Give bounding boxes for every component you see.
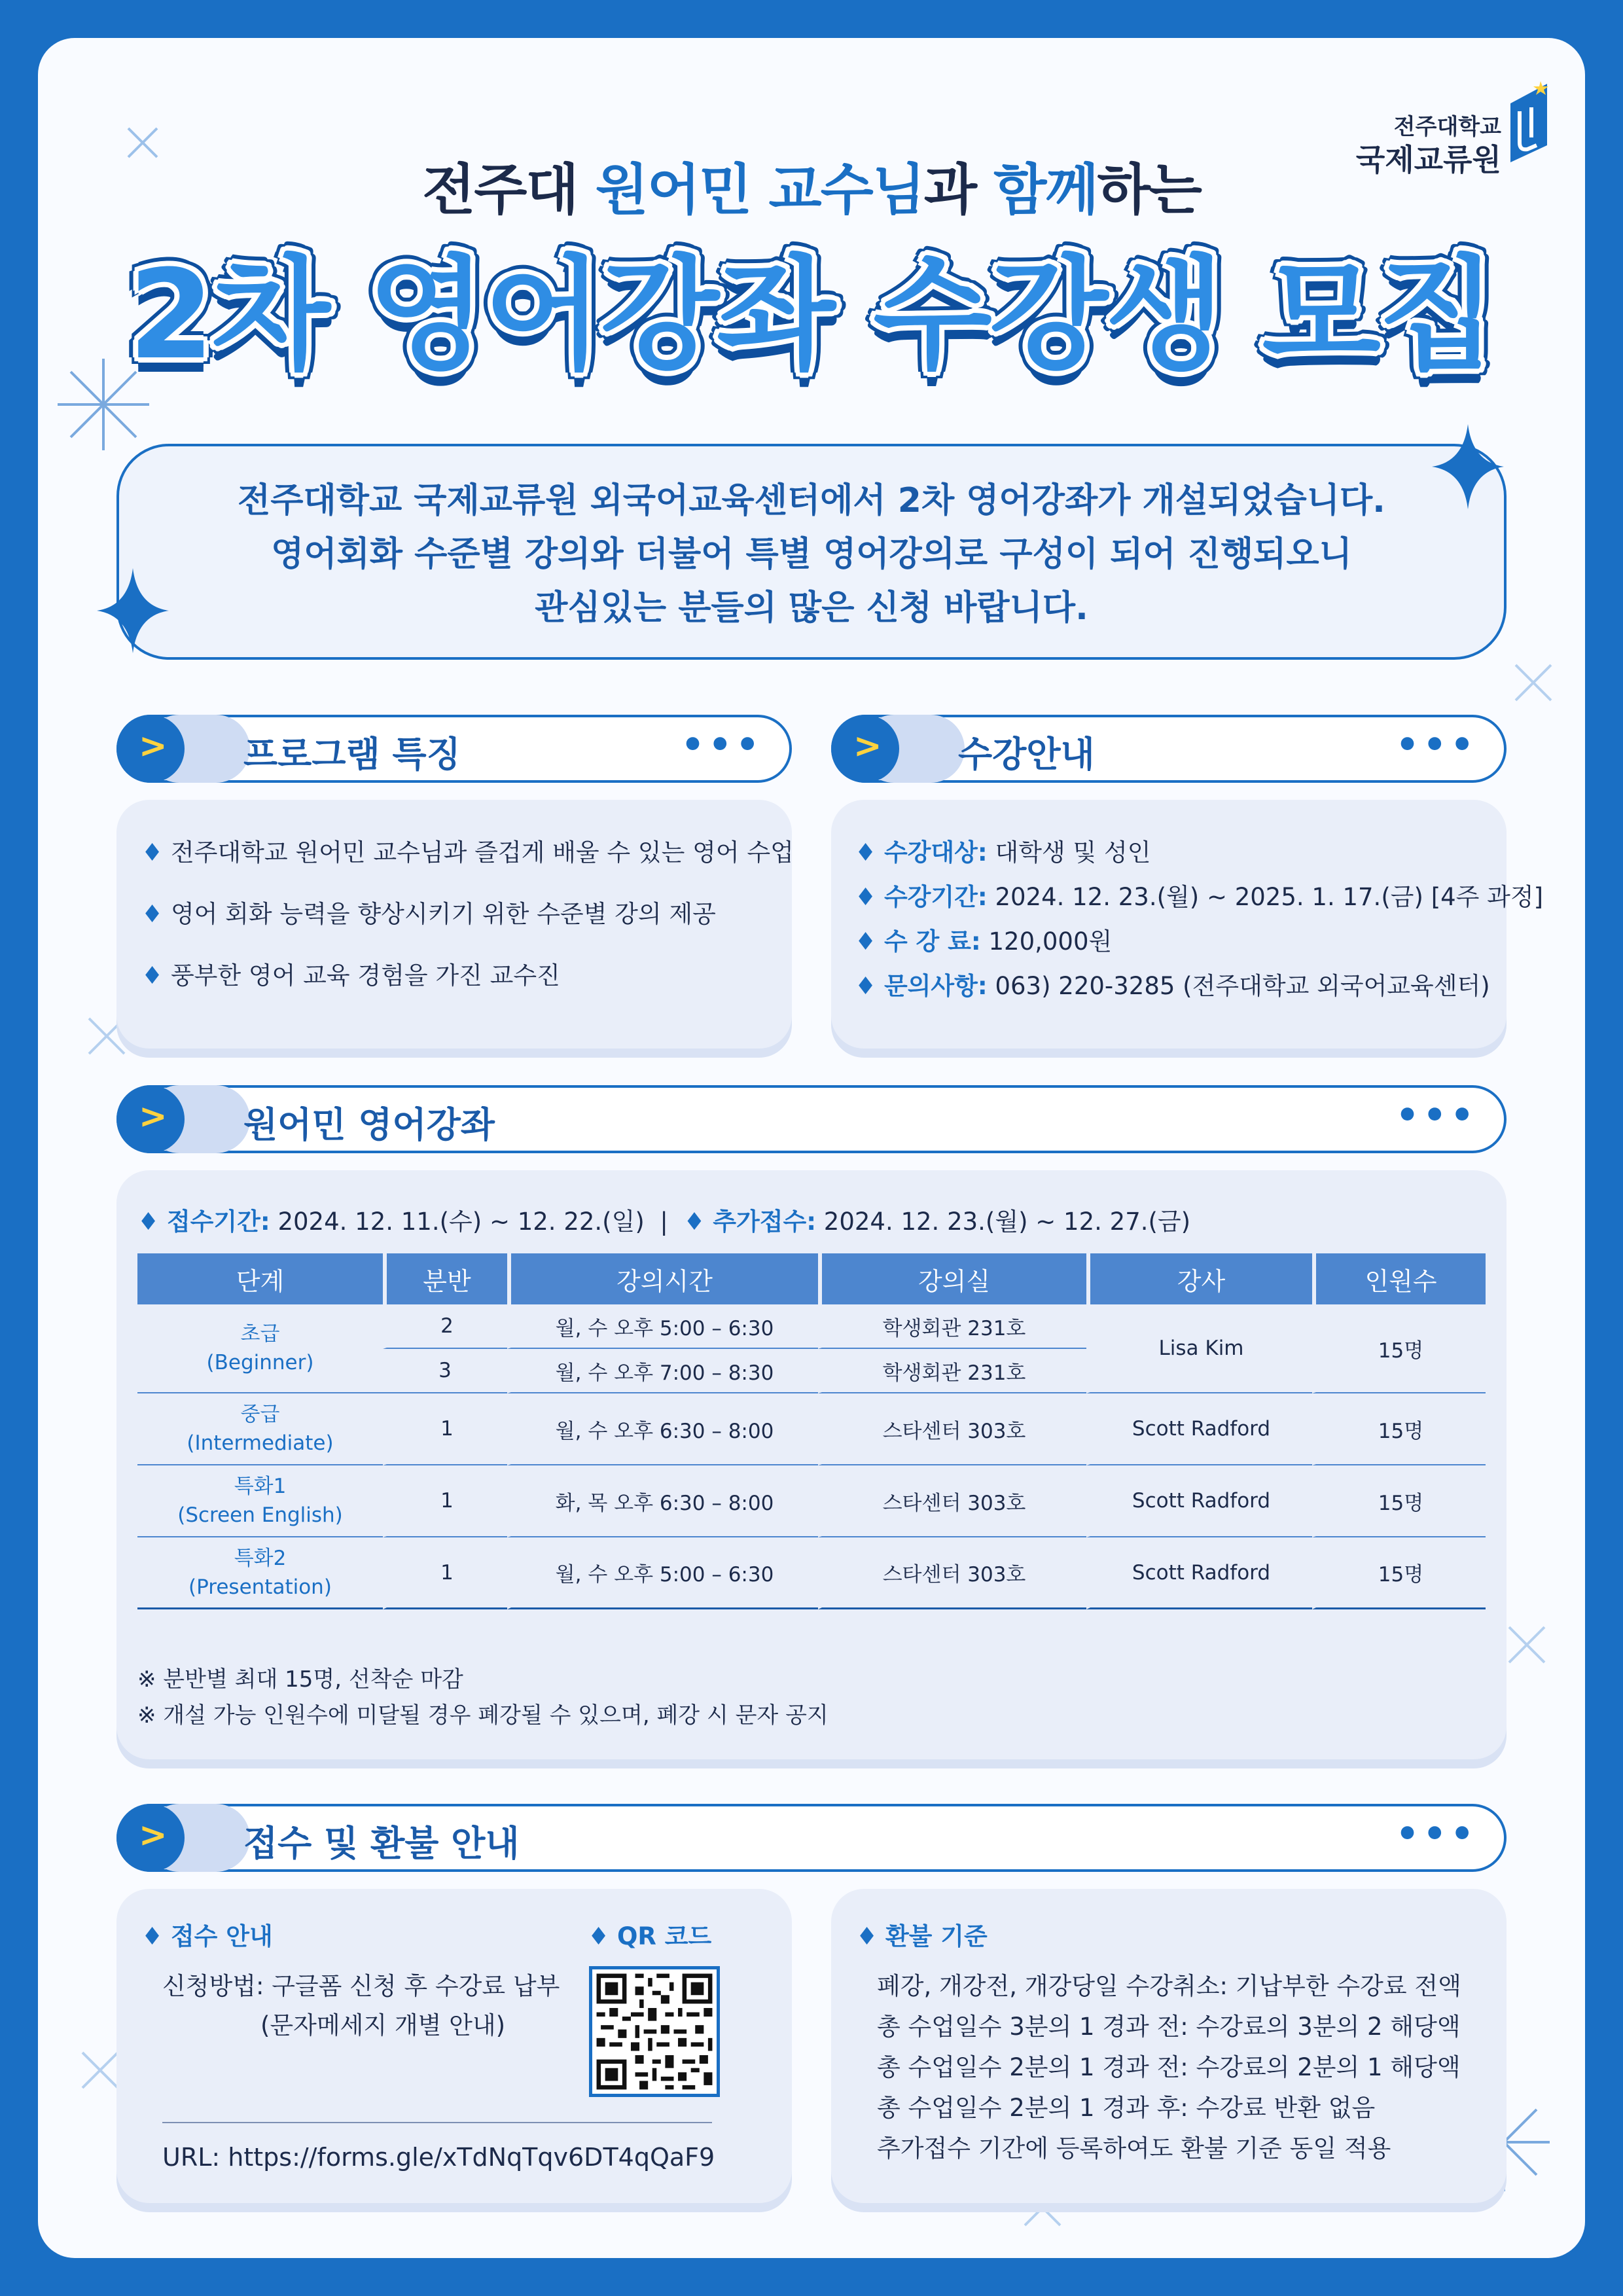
extra-period-label: 추가접수: bbox=[713, 1208, 817, 1236]
subtitle-part: 전주대 bbox=[422, 158, 596, 222]
subtitle-part: 과 bbox=[923, 158, 994, 222]
level-name: 초급 bbox=[240, 1322, 280, 1346]
info-item bbox=[855, 877, 1543, 912]
features-panel bbox=[116, 800, 792, 1049]
more-dots-icon: ••• bbox=[1395, 1813, 1478, 1856]
section-title: 프로그램 특징 bbox=[243, 734, 461, 775]
feature-text: 영어 회화 능력을 향상시키기 위한 수준별 강의 제공 bbox=[170, 900, 716, 928]
refund-panel bbox=[831, 1889, 1507, 2203]
refund-item: 총 수업일수 3분의 1 경과 전: 수강료의 3분의 2 해당액 bbox=[877, 2013, 1461, 2041]
level-cell bbox=[137, 1304, 383, 1393]
period-label: 접수기간: bbox=[166, 1208, 270, 1236]
apply-method-note: (문자메세지 개별 안내) bbox=[260, 2011, 506, 2039]
room-cell: 스타센터 303호 bbox=[818, 1465, 1086, 1537]
apply-method: 신청방법: 구글폼 신청 후 수강료 납부 bbox=[162, 1972, 560, 2000]
period-line bbox=[137, 1202, 1190, 1237]
time-cell: 월, 수 오후 5:00 – 6:30 bbox=[507, 1304, 818, 1349]
sparkle-cross-icon bbox=[1510, 660, 1556, 706]
room-cell: 스타센터 303호 bbox=[818, 1393, 1086, 1465]
table-header-row bbox=[137, 1253, 1486, 1304]
info-item bbox=[855, 966, 1490, 1001]
section-title: 원어민 영어강좌 bbox=[243, 1104, 495, 1145]
level-name-en: (Intermediate) bbox=[187, 1431, 334, 1455]
level-name: 중급 bbox=[240, 1403, 280, 1426]
period-value: 2024. 12. 11.(수) ~ 12. 22.(일) bbox=[270, 1208, 645, 1236]
column-header: 인원수 bbox=[1312, 1253, 1486, 1304]
time-cell: 월, 수 오후 6:30 – 8:00 bbox=[507, 1393, 818, 1465]
subtitle-highlight: 함께 bbox=[993, 158, 1097, 222]
table-row bbox=[137, 1393, 1486, 1465]
time-cell: 월, 수 오후 7:00 – 8:30 bbox=[507, 1349, 818, 1393]
info-value: 2024. 12. 23.(월) ~ 2025. 1. 17.(금) [4주 과정] bbox=[987, 883, 1544, 911]
intro-line: 영어회화 수준별 강의와 더불어 특별 영어강의로 구성이 되어 진행되오니 bbox=[271, 535, 1352, 574]
sparkle-four-point-icon bbox=[1432, 424, 1504, 509]
feature-text: 풍부한 영어 교육 경험을 가진 교수진 bbox=[170, 961, 560, 990]
diamond-icon: ♦ bbox=[588, 1922, 610, 1950]
qr-code-icon bbox=[592, 1969, 717, 2094]
capacity-cell: 15명 bbox=[1312, 1393, 1486, 1465]
room-cell: 학생회관 231호 bbox=[818, 1349, 1086, 1393]
room-cell: 스타센터 303호 bbox=[818, 1537, 1086, 1609]
section-header-registration bbox=[116, 1804, 1507, 1872]
intro-box bbox=[116, 444, 1507, 660]
table-row bbox=[137, 1537, 1486, 1609]
room-cell: 학생회관 231호 bbox=[818, 1304, 1086, 1349]
instructor-cell: Scott Radford bbox=[1086, 1465, 1312, 1537]
feature-text: 전주대학교 원어민 교수님과 즐겁게 배울 수 있는 영어 수업 bbox=[170, 838, 794, 867]
section-title: 수강안내 bbox=[958, 734, 1095, 775]
diamond-icon: ♦ bbox=[141, 961, 164, 990]
feature-item bbox=[141, 956, 560, 991]
section-title: 접수 및 환불 안내 bbox=[243, 1823, 520, 1864]
diamond-icon: ♦ bbox=[855, 927, 877, 956]
subtitle bbox=[38, 146, 1585, 225]
class-cell: 1 bbox=[383, 1537, 507, 1609]
qr-heading bbox=[588, 1916, 711, 1952]
info-value: 063) 220-3285 (전주대학교 외국어교육센터) bbox=[987, 972, 1490, 1000]
diamond-icon: ♦ bbox=[855, 972, 877, 1000]
qr-code[interactable] bbox=[589, 1966, 720, 2097]
class-cell: 2 bbox=[383, 1304, 507, 1349]
sparkle-cross-icon bbox=[1504, 1622, 1550, 1668]
refund-item: 추가접수 기간에 등록하여도 환불 기준 동일 적용 bbox=[877, 2134, 1391, 2162]
diamond-icon: ♦ bbox=[856, 1922, 878, 1950]
class-cell: 1 bbox=[383, 1465, 507, 1537]
extra-period-value: 2024. 12. 23.(월) ~ 12. 27.(금) bbox=[816, 1208, 1191, 1236]
info-value: 120,000원 bbox=[980, 927, 1113, 956]
info-label: 문의사항: bbox=[883, 972, 988, 1000]
form-url-link[interactable]: URL: https://forms.gle/xTdNqTqv6DT4qQaF9 bbox=[162, 2143, 715, 2172]
main-title: 2차 영어강좌 수강생 모집 bbox=[128, 243, 1495, 387]
info-item bbox=[855, 922, 1112, 957]
more-dots-icon: ••• bbox=[1395, 724, 1478, 766]
chevron-right-icon: > bbox=[139, 1816, 168, 1855]
time-cell: 월, 수 오후 5:00 – 6:30 bbox=[507, 1537, 818, 1609]
capacity-cell: 15명 bbox=[1312, 1537, 1486, 1609]
feature-item bbox=[141, 894, 716, 929]
column-header: 강의실 bbox=[818, 1253, 1086, 1304]
logo-main-text: 국제교류원 bbox=[1355, 142, 1501, 177]
application-panel bbox=[116, 1889, 792, 2203]
diamond-icon: ♦ bbox=[141, 1922, 164, 1950]
diamond-icon: ♦ bbox=[141, 900, 164, 928]
subtitle-part: 하는 bbox=[1097, 158, 1201, 222]
instructor-cell: Lisa Kim bbox=[1086, 1304, 1312, 1393]
feature-item bbox=[141, 833, 794, 868]
level-cell bbox=[137, 1393, 383, 1465]
refund-item: 총 수업일수 2분의 1 경과 후: 수강료 반환 없음 bbox=[877, 2094, 1376, 2122]
refund-label: 환불 기준 bbox=[885, 1922, 988, 1950]
sparkle-four-point-icon bbox=[97, 568, 169, 653]
info-item bbox=[855, 833, 1150, 868]
table-note: ※ 개설 가능 인원수에 미달될 경우 폐강될 수 있으며, 폐강 시 문자 공지 bbox=[137, 1702, 829, 1729]
section-header-course-info bbox=[831, 715, 1507, 783]
level-cell bbox=[137, 1465, 383, 1537]
info-label: 수강대상: bbox=[883, 838, 988, 867]
capacity-cell: 15명 bbox=[1312, 1465, 1486, 1537]
class-cell: 3 bbox=[383, 1349, 507, 1393]
level-name-en: (Presentation) bbox=[188, 1575, 332, 1599]
section-header-native-course bbox=[116, 1085, 1507, 1153]
instructor-cell: Scott Radford bbox=[1086, 1537, 1312, 1609]
subtitle-highlight: 원어민 교수님 bbox=[595, 158, 924, 222]
time-cell: 화, 목 오후 6:30 – 8:00 bbox=[507, 1465, 818, 1537]
separator: | bbox=[660, 1208, 668, 1236]
course-info-panel bbox=[831, 800, 1544, 1049]
info-label: 수 강 료: bbox=[883, 927, 981, 956]
table-row bbox=[137, 1304, 1486, 1349]
logo-small-text: 전주대학교 bbox=[1393, 114, 1501, 140]
diamond-icon: ♦ bbox=[683, 1208, 705, 1236]
intro-line: 전주대학교 국제교류원 외국어교육센터에서 2차 영어강좌가 개설되었습니다. bbox=[238, 481, 1385, 520]
diamond-icon: ♦ bbox=[855, 838, 877, 867]
more-dots-icon: ••• bbox=[681, 724, 763, 766]
table-row bbox=[137, 1465, 1486, 1537]
column-header: 단계 bbox=[137, 1253, 383, 1304]
qr-label: QR 코드 bbox=[616, 1922, 712, 1950]
refund-item: 폐강, 개강전, 개강당일 수강취소: 기납부한 수강료 전액 bbox=[877, 1972, 1461, 2000]
column-header: 강의시간 bbox=[507, 1253, 818, 1304]
diamond-icon: ♦ bbox=[141, 838, 164, 867]
column-header: 분반 bbox=[383, 1253, 507, 1304]
info-value: 대학생 및 성인 bbox=[987, 838, 1151, 867]
diamond-icon: ♦ bbox=[855, 883, 877, 911]
more-dots-icon: ••• bbox=[1395, 1094, 1478, 1137]
apply-label: 접수 안내 bbox=[170, 1922, 273, 1950]
table-note: ※ 분반별 최대 15명, 선착순 마감 bbox=[137, 1666, 463, 1693]
class-cell: 1 bbox=[383, 1393, 507, 1465]
divider bbox=[162, 2122, 712, 2123]
column-header: 강사 bbox=[1086, 1253, 1312, 1304]
schedule-table bbox=[137, 1253, 1486, 1609]
refund-item: 총 수업일수 2분의 1 경과 전: 수강료의 2분의 1 해당액 bbox=[877, 2053, 1461, 2081]
capacity-cell: 15명 bbox=[1312, 1304, 1486, 1393]
level-cell bbox=[137, 1537, 383, 1609]
chevron-right-icon: > bbox=[853, 726, 882, 766]
section-header-features bbox=[116, 715, 792, 783]
poster bbox=[38, 38, 1585, 2258]
diamond-icon: ♦ bbox=[137, 1208, 160, 1236]
chevron-right-icon: > bbox=[139, 1097, 168, 1136]
info-label: 수강기간: bbox=[883, 883, 988, 911]
intro-line: 관심있는 분들의 많은 신청 바랍니다. bbox=[535, 588, 1088, 628]
apply-heading bbox=[141, 1916, 273, 1952]
level-name: 특화2 bbox=[234, 1546, 287, 1570]
level-name-en: (Beginner) bbox=[206, 1351, 314, 1374]
refund-heading bbox=[856, 1916, 988, 1952]
level-name: 특화1 bbox=[234, 1475, 287, 1498]
chevron-right-icon: > bbox=[139, 726, 168, 766]
level-name-en: (Screen English) bbox=[177, 1503, 343, 1527]
instructor-cell: Scott Radford bbox=[1086, 1393, 1312, 1465]
